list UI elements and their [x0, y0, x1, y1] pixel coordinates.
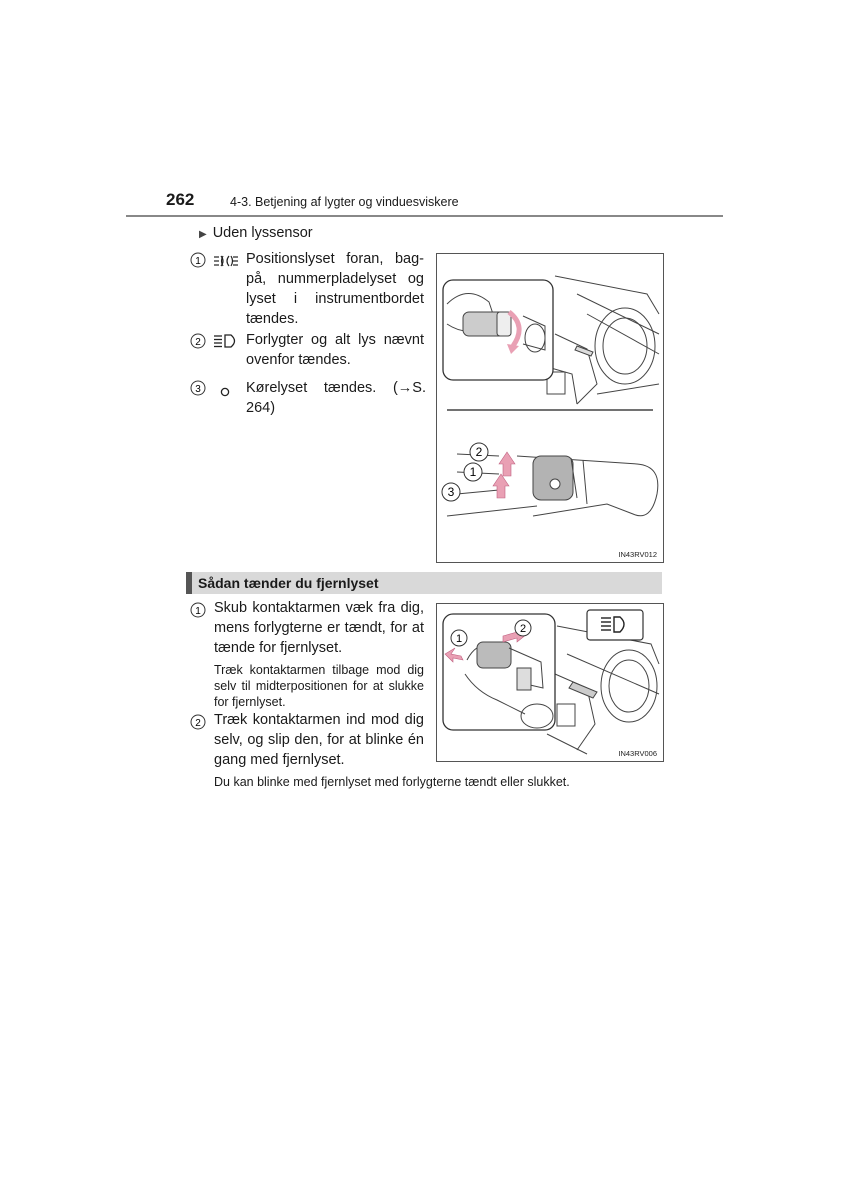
item-text-2: Forlygter og alt lys nævnt ovenfor tændes.: [246, 332, 424, 368]
svg-text:1: 1: [469, 465, 477, 479]
subsection-heading: [199, 225, 313, 241]
high-beam-item-number-2: [190, 714, 206, 732]
high-beam-item-text-1: Skub kontaktarmen væk fra dig, mens forlygterne er tændt, for at tænde for fjernlyset.: [214, 600, 424, 656]
svg-text:1: 1: [195, 256, 201, 267]
off-icon: [220, 384, 230, 402]
svg-text:3: 3: [447, 485, 455, 499]
svg-text:1: 1: [195, 606, 201, 617]
item-number-1: [190, 252, 206, 270]
figure-high-beam: [436, 603, 664, 762]
light-switch-illustration: [437, 254, 663, 562]
svg-text:1: 1: [455, 633, 463, 645]
callout-2: [470, 443, 488, 461]
high-beam-item-note-1: Træk kontaktarmen tilbage mod dig selv til midterpositionen for at slukke for fjernlyset.: [214, 663, 424, 709]
item-text-3: Kørelyset tændes. (→S. 264): [246, 380, 426, 416]
chapter-title: 4-3. Betjening af lygter og vinduesviskere: [230, 195, 459, 209]
item-number-3: [190, 380, 206, 398]
footer-note: Du kan blinke med fjernlyset med forlygterne tændt eller slukket.: [214, 775, 570, 789]
header-divider: [126, 215, 723, 217]
svg-text:2: 2: [475, 445, 483, 459]
subsection-title: Uden lyssensor: [212, 225, 313, 241]
figure-light-switch: [436, 253, 664, 563]
svg-text:2: 2: [519, 623, 527, 635]
svg-text:3: 3: [195, 384, 201, 395]
high-beam-item-number-1: [190, 602, 206, 620]
callout-1: [464, 463, 482, 481]
section-title: Sådan tænder du fjernlyset: [198, 575, 379, 591]
triangle-marker-icon: ▶: [199, 229, 207, 240]
callout-3: [442, 483, 460, 501]
callout-1: [451, 630, 467, 646]
figure-code: IN43RV012: [618, 550, 657, 559]
high-beam-illustration: [437, 604, 663, 761]
figure-code: IN43RV006: [618, 749, 657, 758]
item-number-2: [190, 333, 206, 351]
svg-text:2: 2: [195, 718, 201, 729]
position-lights-icon: [213, 254, 239, 273]
item-text-1: Positionslyset foran, bag-på, nummerpladelyset og lyset i instrumentbordet tændes.: [246, 251, 424, 327]
headlights-icon: [213, 334, 239, 353]
section-header: [186, 572, 662, 594]
high-beam-item-text-2: Træk kontaktarmen ind mod dig selv, og slip den, for at blinke én gang med fjernlyset.: [214, 712, 424, 768]
page-number: 262: [166, 190, 195, 209]
callout-2: [515, 620, 531, 636]
svg-text:2: 2: [195, 337, 201, 348]
section-bar-edge: [186, 572, 192, 594]
